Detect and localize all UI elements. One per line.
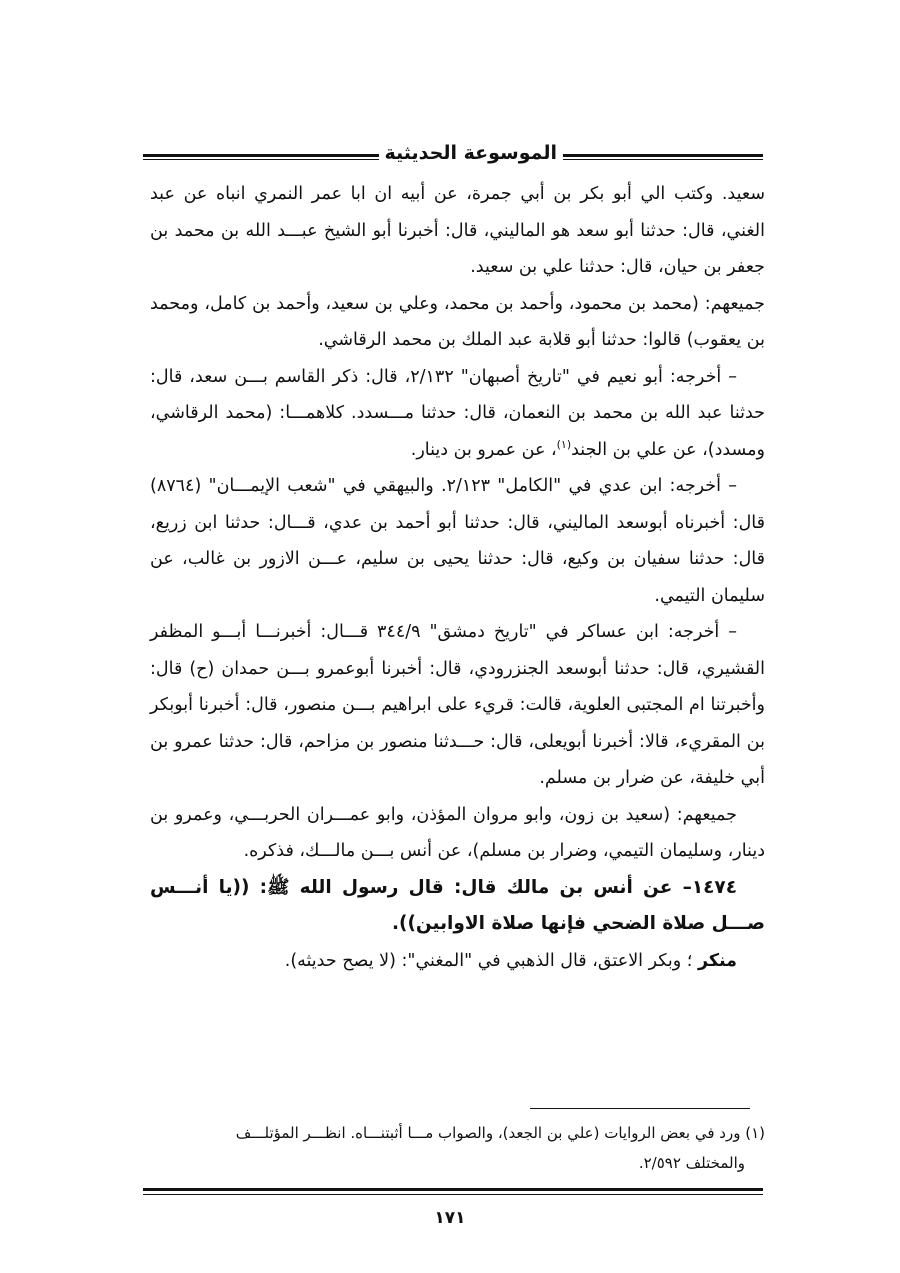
- paragraph-text-cont: ، عن عمرو بن دينار.: [410, 439, 557, 460]
- paragraph: – أخرجه: ابن عساكر في "تاريخ دمشق" ٣٤٤/٩ قـــال: أخبرنـــا أبـــو المظفر القشيري، قال: حدثنا أبوسعد الجنزرودي، قال: أخبرنا أبوعمرو بـــن حمدان (ح) قال: وأخبرتنا ام المجتبى العلوية، قالت: قريء على ابراهيم بـــن منصور، قال: أخبرنا أبوبكر بن المقريء، قالا: أخبرنا أبويعلى، قال: حـــدثنا منصور بن مزاحم، قال: حدثنا عمرو بن أبي خليفة، عن ضرار بن مسلم.: [150, 622, 765, 788]
- ruling-label: منكر: [697, 950, 737, 971]
- ruling-text: ؛ وبكر الاعتق، قال الذهبي في "المغني": (لا يصح حديثه).: [284, 950, 693, 971]
- footnote-reference[interactable]: (١): [556, 437, 572, 451]
- ruling-paragraph: [150, 943, 765, 980]
- paragraph-text: – أخرجه: أبو نعيم في "تاريخ أصبهان" ٢/١٣٢، قال: ذكر القاسم بـــن سعد، قال: حدثنا عبد الله بن محمد بن النعمان، قال: حدثنا مـــسدد. كلاهمـــا: (محمد الرقاشي، ومسدد)، عن علي بن الجند: [150, 366, 765, 460]
- paragraph: جميعهم: (سعيد بن زون، وابو مروان المؤذن، وابو عمـــران الحربـــي، وعمرو بن دينار، وسليمان التيمي، وضرار بن مسلم)، عن أنس بـــن مالـــك، فذكره.: [150, 804, 765, 861]
- footnote-separator: [530, 1108, 750, 1109]
- footnote: [150, 1118, 765, 1178]
- footnote-line: والمختلف ٢/٥٩٢.: [638, 1154, 745, 1172]
- paragraph: سعيد. وكتب الي أبو بكر بن أبي جمرة، عن أبيه ان ابا عمر النمري انباه عن عبد الغني، قال: حدثنا أبو سعد هو الماليني، قال: أخبرنا أبو الشيخ عبـــد الله بن محمد بن جعفر بن حيان، قال: حدثنا علي بن سعيد.: [150, 184, 765, 277]
- hadith-text: ١٤٧٤– عن أنس بن مالك قال: قال رسول الله ﷺ: ((يا أنـــس صـــل صلاة الضحي فإنها صلاة الاوابين)).: [150, 876, 765, 934]
- paragraph: [150, 359, 765, 469]
- body-text: [150, 176, 765, 979]
- paragraph: – أخرجه: ابن عدي في "الكامل" ٢/١٢٣. والبيهقي في "شعب الإيمـــان" (٨٧٦٤) قال: أخبرناه أبوسعد الماليني، قال: حدثنا أبو أحمد بن عدي، قـــال: حدثنا ابن زريع، قال: حدثنا سفيان بن وكيع، قال: حدثنا يحيى بن سليم، عـــن الازور بن غالب، عن سليمان التيمي.: [150, 476, 765, 606]
- page-number: ١٧١: [434, 1208, 466, 1228]
- footer-rule: [143, 1188, 763, 1191]
- footer-rule-thin: [143, 1194, 763, 1195]
- footnote-line: (١) ورد في بعض الروايات (علي بن الجعد)، والصواب مـــا أثبتنـــاه. انظـــر المؤتلـــف: [235, 1124, 765, 1142]
- paragraph: جميعهم: (محمد بن محمود، وأحمد بن محمد، وعلي بن سعيد، وأحمد بن كامل، ومحمد بن يعقوب) قالوا: حدثنا أبو قلابة عبد الملك بن محمد الرقاشي.: [150, 293, 765, 350]
- header-title: الموسوعة الحديثية: [379, 140, 564, 166]
- running-header: [143, 140, 763, 170]
